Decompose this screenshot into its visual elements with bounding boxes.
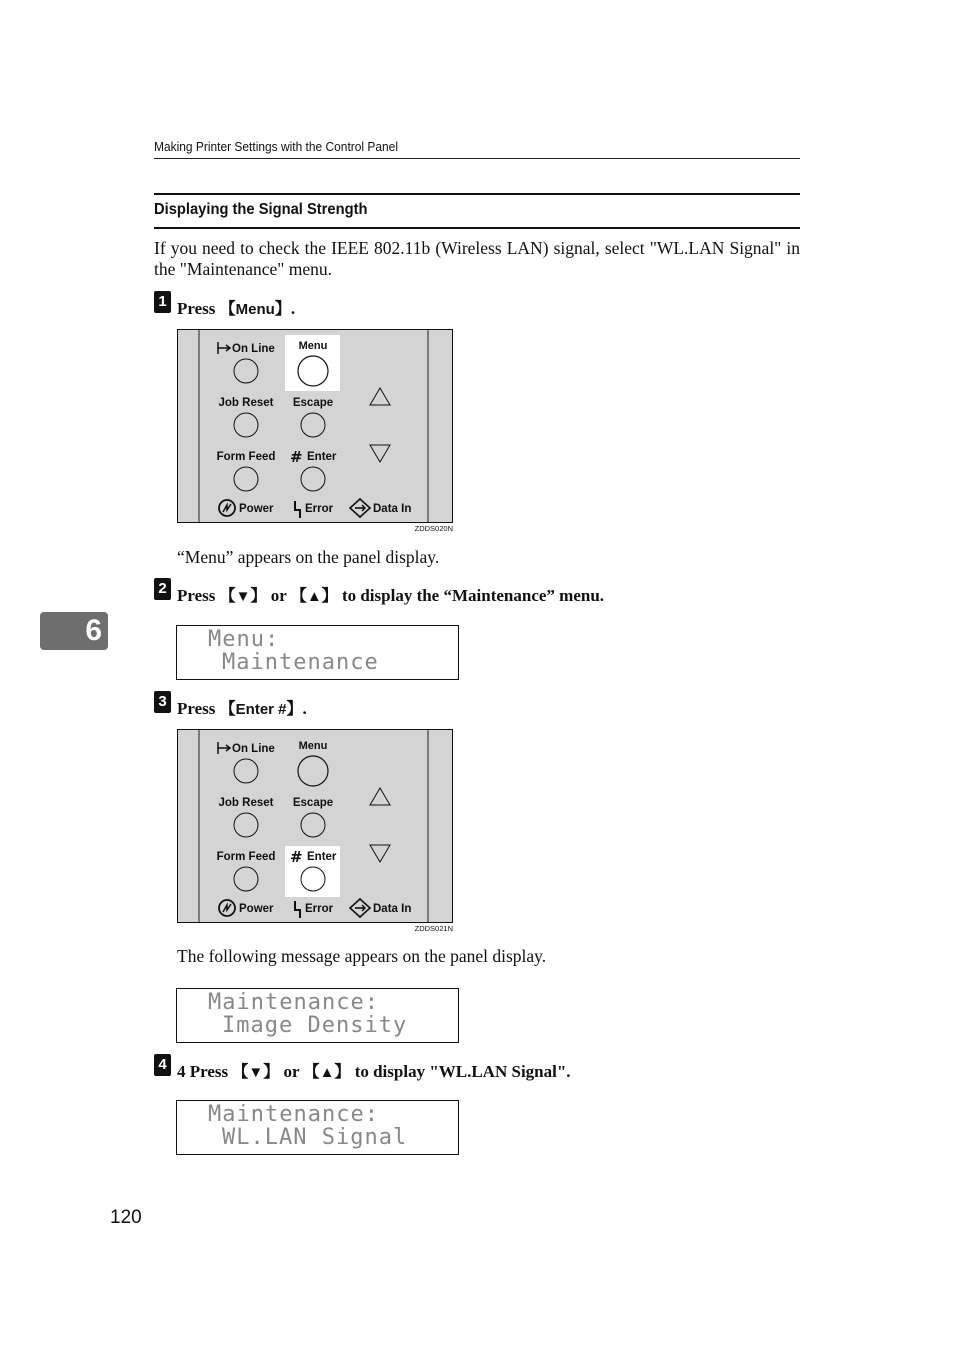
- enter-button[interactable]: [301, 867, 325, 891]
- lcd-line-1: Maintenance:: [208, 990, 379, 1015]
- header-rule: [154, 158, 800, 159]
- section-rule-top: [154, 193, 800, 195]
- figure-caption: ZDDS021N: [414, 924, 453, 933]
- key-bracket-open: 【: [219, 699, 236, 718]
- lcd-display: [176, 1100, 459, 1155]
- lcd-line-2: Image Density: [222, 1013, 408, 1038]
- control-panel-diagram: [177, 729, 453, 923]
- step-2-suffix: to display the “Maintenance” menu.: [337, 586, 605, 605]
- key-bracket-open: 【: [219, 299, 236, 318]
- data-in-label: Data In: [373, 503, 412, 515]
- step-3-prefix: Press: [177, 699, 220, 718]
- error-label: Error: [305, 503, 334, 515]
- step-2-or: or: [266, 586, 291, 605]
- key-bracket-close: 】: [250, 586, 267, 605]
- step-number-badge: 3: [154, 691, 171, 713]
- step-3-text: [177, 696, 307, 719]
- step-1-suffix: .: [290, 299, 296, 318]
- menu-label: Menu: [298, 740, 328, 752]
- section-rule-bottom: [154, 227, 800, 229]
- step-1-prefix: Press: [177, 299, 220, 318]
- online-label: On Line: [232, 343, 275, 355]
- lcd-display: [176, 625, 459, 680]
- key-bracket-open: 【: [232, 1062, 249, 1081]
- error-label: Error: [305, 903, 334, 915]
- form-feed-label: Form Feed: [216, 451, 276, 463]
- step-3-suffix: .: [302, 699, 307, 718]
- enter-label: Enter: [307, 851, 337, 863]
- step-4-suffix: to display "WL.LAN Signal".: [350, 1062, 571, 1081]
- menu-label: Menu: [298, 340, 328, 352]
- key-bracket-close: 】: [263, 1062, 280, 1081]
- online-label: On Line: [232, 743, 275, 755]
- escape-label: Escape: [292, 797, 334, 809]
- key-bracket-open: 【: [303, 1062, 320, 1081]
- job-reset-label: Job Reset: [218, 397, 274, 409]
- data-in-label: Data In: [373, 903, 412, 915]
- hash-icon: #: [290, 448, 303, 466]
- section-title: Displaying the Signal Strength: [154, 201, 368, 218]
- step-number-badge: 2: [154, 578, 171, 600]
- lcd-line-1: Menu:: [208, 627, 280, 652]
- intro-paragraph: If you need to check the IEEE 802.11b (Wireless LAN) signal, select "WL.LAN Signal" in the "Maintenance" menu.: [154, 238, 800, 279]
- step-2-text: [177, 583, 604, 606]
- menu-button[interactable]: [298, 356, 328, 386]
- hash-icon: #: [290, 848, 303, 866]
- key-bracket-open: 【: [219, 586, 236, 605]
- chapter-tab: 6: [40, 612, 108, 650]
- lcd-line-2: Maintenance: [222, 650, 379, 675]
- step-1-key: Menu: [235, 301, 275, 318]
- enter-label: Enter: [307, 451, 337, 463]
- lcd-display: [176, 988, 459, 1043]
- step-4-or: or: [279, 1062, 304, 1081]
- down-key: ▼: [235, 588, 251, 605]
- lcd-line-2: WL.LAN Signal: [222, 1125, 408, 1150]
- key-bracket-close: 】: [334, 1062, 351, 1081]
- power-label: Power: [239, 903, 274, 915]
- up-key: ▲: [306, 588, 322, 605]
- key-bracket-close: 】: [286, 699, 303, 718]
- escape-label: Escape: [292, 397, 334, 409]
- step-1-text: [177, 296, 295, 319]
- key-bracket-close: 】: [274, 299, 291, 318]
- form-feed-label: Form Feed: [216, 851, 276, 863]
- step-1-result: “Menu” appears on the panel display.: [177, 547, 440, 567]
- down-key: ▼: [248, 1064, 264, 1081]
- key-bracket-open: 【: [290, 586, 307, 605]
- step-4-text: [177, 1059, 571, 1082]
- lcd-line-1: Maintenance:: [208, 1102, 379, 1127]
- figure-caption: ZDDS020N: [414, 524, 453, 533]
- step-number-badge: 4: [154, 1054, 171, 1076]
- control-panel-diagram: [177, 329, 453, 523]
- step-number-badge: 1: [154, 291, 171, 313]
- step-3-result: The following message appears on the panel display.: [177, 946, 547, 966]
- step-3-key: Enter #: [235, 701, 287, 718]
- running-header: Making Printer Settings with the Control Panel: [154, 139, 398, 154]
- page-number: 120: [110, 1207, 142, 1228]
- key-bracket-close: 】: [321, 586, 338, 605]
- step-2-prefix: Press: [177, 586, 220, 605]
- step-4-prefix: 4 Press: [177, 1062, 233, 1081]
- power-label: Power: [239, 503, 274, 515]
- job-reset-label: Job Reset: [218, 797, 274, 809]
- up-key: ▲: [319, 1064, 335, 1081]
